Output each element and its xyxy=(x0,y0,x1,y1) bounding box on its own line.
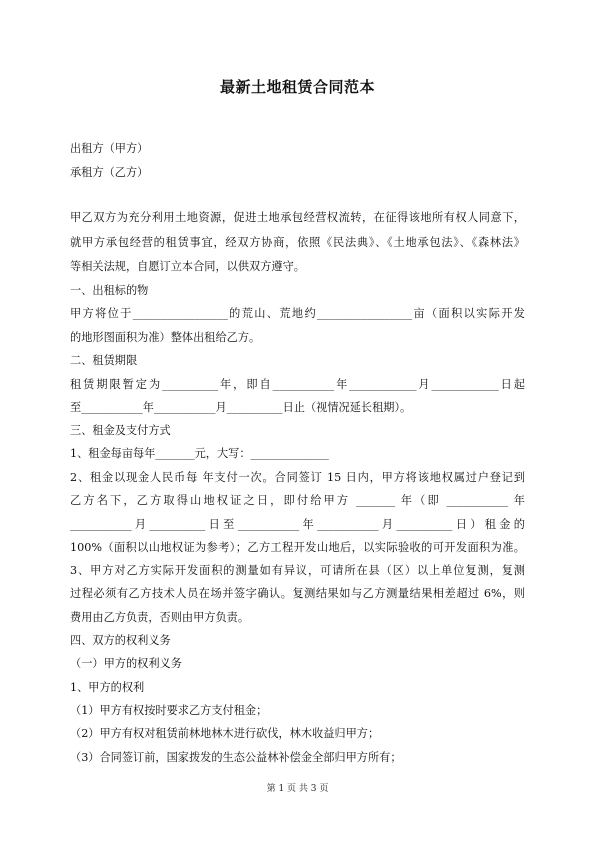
section-1-line-2: 的地形图面积为准）整体出租给乙方。 xyxy=(70,331,261,344)
party-a-right-3: （3）合同签订前，国家拨发的生态公益林补偿金全部归甲方所有； xyxy=(70,751,402,764)
section-3-clause-3-line-3: 费用由乙方负责，否则由甲方负责。 xyxy=(70,611,250,624)
section-heading-1: 一、出租标的物 xyxy=(70,284,149,297)
section-1-line-1: 甲方将位于_________________的荒山、荒地约_________________亩（面积以实际开发 xyxy=(70,307,525,320)
party-a-right-2: （2）甲方有权对租赁前林地林木进行砍伐，林木收益归甲方； xyxy=(70,727,380,740)
section-heading-4: 四、双方的权利义务 xyxy=(70,634,171,647)
section-3-clause-2-line-1: 2、租金以现金人民币每 年支付一次。合同签订 15 日内，甲方将该地权属过户登记到 xyxy=(70,471,525,484)
section-2-line-2: 至___________年___________月__________日止（视情况延长租期）。 xyxy=(70,401,412,414)
party-a-rights-heading: 1、甲方的权利 xyxy=(70,681,145,694)
party-lessee: 承租方（乙方） xyxy=(70,166,149,179)
document-title: 最新土地租赁合同范本 xyxy=(219,78,375,96)
subsection-heading-party-a: （一）甲方的权利义务 xyxy=(70,657,182,670)
section-heading-2: 二、租赁期限 xyxy=(70,354,138,367)
section-2-line-1: 租赁期限暂定为__________年，即自___________年____________月____________日起 xyxy=(70,378,525,391)
preamble-line-3: 等相关法规，自愿订立本合同，以供双方遵守。 xyxy=(70,260,305,273)
page-footer: 第 1 页 共 3 页 xyxy=(266,784,329,794)
party-lessor: 出租方（甲方） xyxy=(70,142,149,155)
preamble-line-2: 就甲方承包经营的租赁事宜，经双方协商，依照《民法典》、《土地承包法》、《森林法》 xyxy=(70,236,525,249)
section-3-clause-3-line-1: 3、甲方对乙方实际开发面积的测量如有异议，可请所在县（区）以上单位复测，复测 xyxy=(70,564,525,577)
section-3-clause-2-line-4: 100%（面积以山地权证为参考）；乙方工程开发山地后，以实际验收的可开发面积为准。 xyxy=(70,541,525,554)
preamble-line-1: 甲乙双方为充分利用土地资源，促进土地承包经营权流转，在征得该地所有权人同意下， xyxy=(70,211,525,224)
party-a-right-1: （1）甲方有权按时要求乙方支付租金； xyxy=(70,704,268,717)
section-3-clause-2-line-2: 乙方名下，乙方取得山地权证之日，即付给甲方 _______ 年（即 ___________ 年 xyxy=(70,494,525,507)
section-3-clause-1: 1、租金每亩每年_______元，大写：______________ xyxy=(70,447,329,460)
section-3-clause-3-line-2: 过程必须有乙方技术人员在场并签字确认。复测结果如与乙方测量结果相差超过 6%，则 xyxy=(70,587,525,600)
section-3-clause-2-line-3: ___________月__________日至___________年___________月__________日）租金的 xyxy=(70,518,525,531)
section-heading-3: 三、租金及支付方式 xyxy=(70,424,171,437)
